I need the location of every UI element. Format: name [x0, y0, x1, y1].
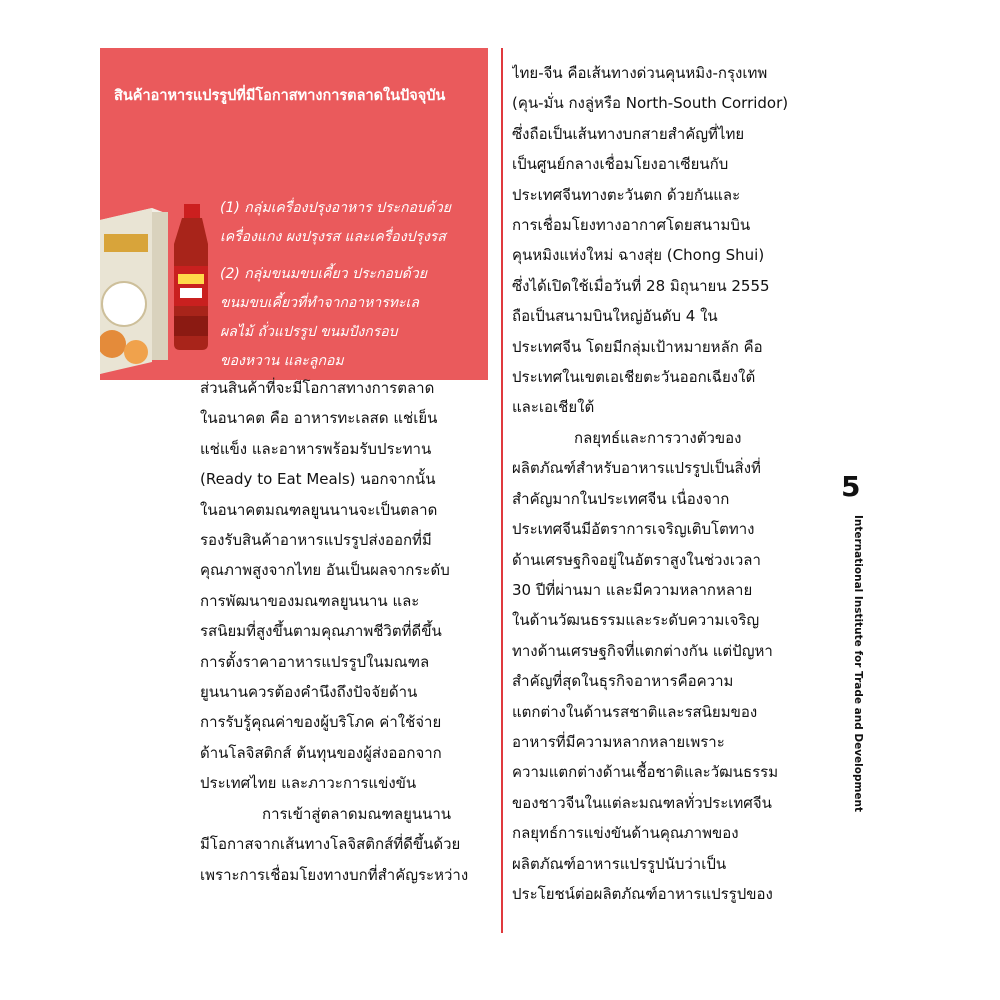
- text-line: ในอนาคตมณฑลยูนนานจะเป็นตลาด: [200, 500, 438, 519]
- highlight-item-line: (1) กลุ่มเครื่องปรุงอาหาร ประกอบด้วย: [220, 200, 451, 216]
- fish-sauce-bottle-icon: [174, 204, 208, 350]
- right-column-text: [512, 58, 802, 909]
- text-line: 30 ปีที่ผ่านมา และมีความหลากหลาย: [512, 580, 753, 599]
- text-line: ผลิตภัณฑ์อาหารแปรรูปนับว่าเป็น: [512, 854, 727, 873]
- text-line: มีโอกาสจากเส้นทางโลจิสติกส์ที่ดีขึ้นด้วย: [200, 835, 461, 854]
- text-line: (คุน-มั่น กงลู่หรือ North-South Corridor): [512, 94, 789, 113]
- text-line: ประเทศจีน โดยมีกลุ่มเป้าหมายหลัก คือ: [512, 337, 763, 356]
- text-line: ไทย-จีน คือเส้นทางด่วนคุนหมิง-กรุงเทพ: [512, 64, 768, 82]
- highlight-item-seasonings: [220, 194, 486, 252]
- text-line: ส่วนสินค้าที่จะมีโอกาสทางการตลาด: [200, 379, 435, 397]
- text-line: เป็นศูนย์กลางเชื่อมโยงอาเซียนกับ: [512, 155, 729, 174]
- text-line: สำคัญที่สุดในธุรกิจอาหารคือความ: [512, 672, 734, 691]
- highlight-item-line: ขนมขบเคี้ยวที่ทำจากอาหารทะเล: [220, 295, 419, 311]
- text-line: ในด้านวัฒนธรรมและระดับความเจริญ: [512, 611, 760, 630]
- text-line: ด้านเศรษฐกิจอยู่ในอัตราสูงในช่วงเวลา: [512, 550, 761, 569]
- highlight-item-line: เครื่องแกง ผงปรุงรส และเครื่องปรุงรส: [220, 229, 446, 245]
- text-line: การพัฒนาของมณฑลยูนนาน และ: [200, 591, 420, 610]
- text-line: ซึ่งได้เปิดใช้เมื่อวันที่ 28 มิถุนายน 2555: [512, 276, 770, 295]
- text-line: ซึ่งถือเป็นเส้นทางบกสายสำคัญที่ไทย: [512, 124, 745, 143]
- page-number: 5: [841, 470, 861, 503]
- text-line: กลยุทธ์การแข่งขันด้านคุณภาพของ: [512, 824, 739, 843]
- text-line: การตั้งราคาอาหารแปรรูปในมณฑล: [200, 652, 430, 671]
- left-column-text: [200, 373, 500, 890]
- highlight-item-line: (2) กลุ่มขนมขบเคี้ยว ประกอบด้วย: [220, 266, 427, 282]
- text-line: การเชื่อมโยงทางอากาศโดยสนามบิน: [512, 216, 751, 235]
- text-line: สำคัญมากในประเทศจีน เนื่องจาก: [512, 489, 730, 508]
- text-line: ประเทศไทย และภาวะการแข่งขัน: [200, 774, 417, 793]
- text-line: และเอเชียใต้: [512, 398, 595, 417]
- text-line: ความแตกต่างด้านเชื้อชาติและวัฒนธรรม: [512, 763, 779, 782]
- text-line: เพราะการเชื่อมโยงทางบกที่สำคัญระหว่าง: [200, 865, 469, 884]
- text-line: (Ready to Eat Meals) นอกจากนั้น: [200, 470, 436, 489]
- text-line-indented: การเข้าสู่ตลาดมณฑลยูนนาน: [262, 804, 452, 823]
- text-line: ประเทศในเขตเอเชียตะวันออกเฉียงใต้: [512, 368, 756, 387]
- coconut-milk-carton-icon: [100, 208, 168, 374]
- highlight-item-snacks: [220, 260, 486, 380]
- text-line: การรับรู้คุณค่าของผู้บริโภค ค่าใช้จ่าย: [200, 713, 442, 732]
- text-line: ผลิตภัณฑ์สำหรับอาหารแปรรูปเป็นสิ่งที่: [512, 459, 761, 478]
- text-line: ด้านโลจิสติกส์ ต้นทุนของผู้ส่งออกจาก: [200, 743, 442, 762]
- text-line: ถือเป็นสนามบินใหญ่อันดับ 4 ใน: [512, 307, 718, 326]
- text-line: ประโยชน์ต่อผลิตภัณฑ์อาหารแปรรูปของ: [512, 884, 773, 903]
- highlight-box: [100, 48, 488, 380]
- text-line-indented: กลยุทธ์และการวางตัวของ: [574, 428, 742, 447]
- running-title: International Institute for Trade and Development: [852, 515, 864, 813]
- text-line: ยูนนานควรต้องคำนึงถึงปัจจัยด้าน: [200, 683, 418, 702]
- text-line: รองรับสินค้าอาหารแปรรูปส่งออกที่มี: [200, 531, 432, 550]
- text-line: ประเทศจีนมีอัตราการเจริญเติบโตทาง: [512, 520, 755, 539]
- highlight-item-line: ผลไม้ ถั่วแปรรูป ขนมปังกรอบ: [220, 324, 398, 340]
- product-illustration: [100, 204, 218, 380]
- text-line: คุณภาพสูงจากไทย อันเป็นผลจากระดับ: [200, 561, 450, 580]
- text-line: ในอนาคต คือ อาหารทะเลสด แช่เย็น: [200, 409, 438, 428]
- text-line: อาหารที่มีความหลากหลายเพราะ: [512, 732, 725, 751]
- text-line: ของชาวจีนในแต่ละมณฑลทั่วประเทศจีน: [512, 793, 772, 812]
- highlight-box-title: สินค้าอาหารแปรรูปที่มีโอกาสทางการตลาดในปัจจุบัน: [114, 88, 446, 104]
- column-divider: [501, 48, 503, 933]
- highlight-item-line: ของหวาน และลูกอม: [220, 353, 344, 369]
- text-line: รสนิยมที่สูงขึ้นตามคุณภาพชีวิตที่ดีขึ้น: [200, 622, 442, 641]
- text-line: แตกต่างในด้านรสชาติและรสนิยมของ: [512, 702, 758, 721]
- text-line: แช่แข็ง และอาหารพร้อมรับประทาน: [200, 439, 432, 458]
- text-line: ทางด้านเศรษฐกิจที่แตกต่างกัน แต่ปัญหา: [512, 641, 773, 660]
- text-line: ประเทศจีนทางตะวันตก ด้วยกันและ: [512, 185, 741, 204]
- text-line: คุนหมิงแห่งใหม่ ฉางสุ่ย (Chong Shui): [512, 246, 765, 265]
